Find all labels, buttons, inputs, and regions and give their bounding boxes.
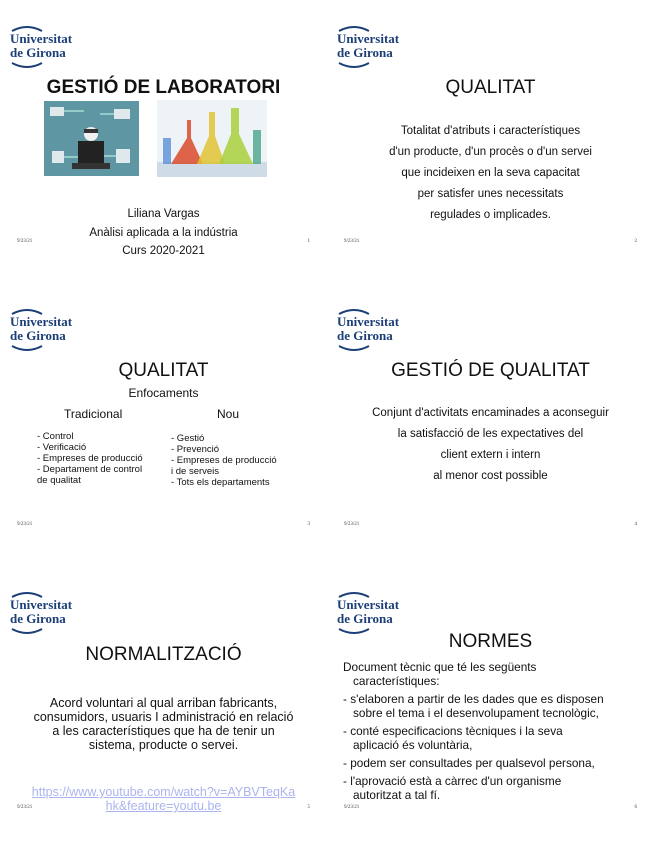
list-item: - Control [37,431,74,442]
body-line: la satisfacció de les expectatives del [397,428,584,440]
slide-title: NORMES [448,631,533,652]
body-line: consumidors, usuaris I administració en relació [33,710,294,724]
university-logo [337,307,417,357]
body-line: - s'elaboren a partir de les dades que es disposen [343,692,604,706]
traditional-list [37,431,143,486]
list-item: - Tots els departaments [171,477,270,488]
body-line: al menor cost possible [433,470,548,482]
body-line: a les característiques que ha de tenir un [52,724,275,738]
list-item: i de serveis [171,466,220,477]
body-line: regulades o implicades. [430,209,551,221]
body-line: per satisfer unes necessitats [417,188,564,200]
list-item: - Empreses de producció [37,453,143,464]
slide-number: 2 [634,239,637,244]
list-item [343,724,604,752]
slide-title: QUALITAT [118,360,209,381]
list-item: - Verificació [37,442,87,453]
slide-body [327,121,654,226]
logo-line2: de Girona [337,328,393,343]
slide-body [327,403,654,487]
slide-body [343,660,604,806]
body-line: sobre el tema i el desenvolupament tecnològic, [353,706,599,720]
slide-number: 4 [634,522,637,527]
slide-title: GESTIÓ DE LABORATORI [46,77,281,98]
logo-line1: Universitat [337,314,400,329]
link-line[interactable]: https://www.youtube.com/watch?v=AYBVTeqKa [31,785,296,799]
slide-date: 9/23/21 [344,239,360,244]
body-line: client extern i intern [440,449,541,461]
logo-line1: Universitat [10,31,73,46]
body-line: Document tècnic que té les següents [343,660,537,674]
new-list [171,433,277,488]
body-line: - l'aprovació està a càrrec d'un organisme [343,774,562,788]
list-item: - Prevenció [171,444,220,455]
logo-arc-icon [10,345,44,353]
slide-number: 3 [307,522,310,527]
university-logo [10,24,90,74]
slide-number: 1 [307,239,310,244]
logo-line1: Universitat [337,31,400,46]
list-item [343,756,604,770]
logo-line2: de Girona [337,45,393,60]
logo-line2: de Girona [10,328,66,343]
slide-subtitle: Enfocaments [128,386,199,400]
slide-title: QUALITAT [445,77,536,98]
university-logo [10,590,90,640]
slide-number: 6 [634,805,637,810]
logo-arc-icon [10,628,44,636]
slide-2 [327,0,654,283]
logo-line1: Universitat [337,597,400,612]
body-line: - conté especificacions tècniques i la seva [343,724,563,738]
logo-line2: de Girona [10,611,66,626]
list-item: - Gestió [171,433,205,444]
body-line: - podem ser consultades per qualsevol persona, [343,756,595,770]
logo-line1: Universitat [10,597,73,612]
intro-paragraph [343,660,604,688]
lab-illustration-image [44,101,139,176]
body-line: Totalitat d'atributs i característiques [400,125,581,137]
slide-date: 9/23/21 [17,522,33,527]
body-line: característiques: [353,674,440,688]
logo-line1: Universitat [10,314,73,329]
logo-arc-icon [337,62,371,70]
lab-flasks-image [157,100,267,177]
slide-date: 9/23/21 [17,239,33,244]
body-line: Conjunt d'activitats encaminades a aconseguir [372,407,609,419]
course-year: Curs 2020-2021 [122,245,205,257]
body-line: d'un producte, d'un procès o d'un servei [389,146,592,158]
body-line: autoritzat a tal fí. [353,788,441,802]
slide-3 [0,283,327,566]
logo-line2: de Girona [337,611,393,626]
body-line: que incideixen en la seva capacitat [401,167,580,179]
slide-1 [0,0,327,283]
body-line: aplicació és voluntària, [353,738,473,752]
body-line: Acord voluntari al qual arriban fabricants, [49,696,278,710]
slide-body [0,205,327,261]
list-item [343,774,604,802]
slide-date: 9/23/21 [344,522,360,527]
column-heading-new: Nou [217,407,240,421]
slide-date: 9/23/21 [17,805,33,810]
slide-5 [0,566,327,849]
author-name: Liliana Vargas [127,208,200,220]
slide-body [0,696,327,752]
logo-arc-icon [337,345,371,353]
university-logo [10,307,90,357]
slide-6 [327,566,654,849]
list-item [343,692,604,720]
youtube-link[interactable] [0,785,327,813]
university-logo [337,24,417,74]
logo-line2: de Girona [10,45,66,60]
slide-4 [327,283,654,566]
list-item: - Departament de control [37,464,143,475]
body-line: sistema, producte o servei. [88,738,239,752]
list-item: de qualitat [37,475,81,486]
slide-date: 9/23/21 [344,805,360,810]
logo-arc-icon [10,62,44,70]
column-heading-traditional: Tradicional [64,407,123,421]
link-line[interactable]: hk&feature=youtu.be [105,799,222,813]
slide-number: 5 [307,805,310,810]
course-name: Anàlisi aplicada a la indústria [89,226,238,239]
list-item: - Empreses de producció [171,455,277,466]
slide-title: NORMALITZACIÓ [85,644,242,665]
slide-title: GESTIÓ DE QUALITAT [391,360,590,381]
